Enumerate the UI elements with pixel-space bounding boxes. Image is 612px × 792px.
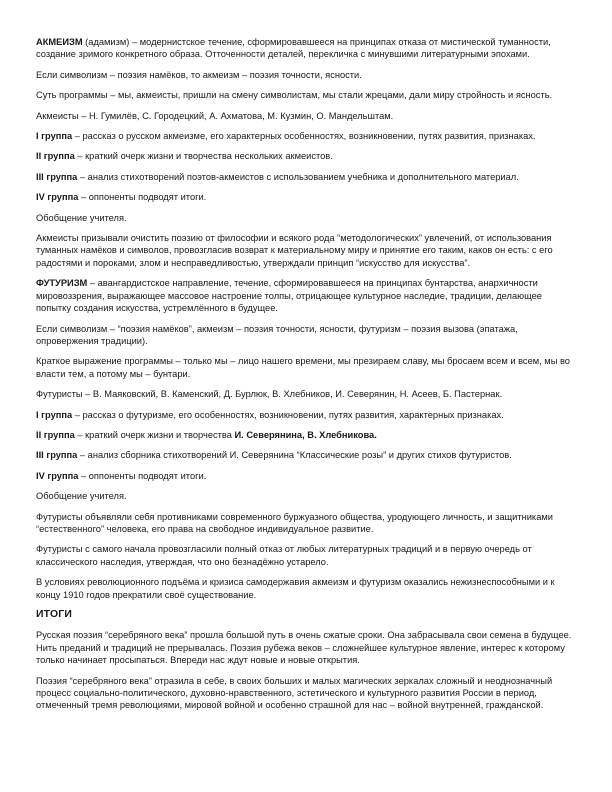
paragraph-acmeism-group-4 <box>36 191 576 203</box>
paragraph-acmeism-group-2 <box>36 150 576 162</box>
paragraph-acmeism-group-3 <box>36 171 576 183</box>
group-4-label: IV группа <box>36 192 79 203</box>
group-3-label: III группа <box>36 171 78 182</box>
paragraph-acmeism-definition <box>36 36 576 61</box>
group-2-label: II группа <box>36 429 75 440</box>
paragraph-movements-comparison: Если символизм – “поэзия намёков”, акмеизм – поэзия точности, ясности, футуризм – поэзия вызова (эпатажа, опровержения традиции). <box>36 323 518 346</box>
paragraph-futurism-group-3 <box>36 449 576 461</box>
group-1-label: I группа <box>36 409 73 420</box>
paragraph-futurists-list: Футуристы – В. Маяковский, В. Каменский, Д. Бурлюк, В. Хлебников, И. Северянин, Н. Асеев, Б. Пастернак. <box>36 389 503 400</box>
paragraph-futurism-group-2 <box>36 429 576 441</box>
paragraph-movements-end: В условиях революционного подъёма и кризиса самодержавия акмеизм и футуризм оказались нежизнеспособными и к концу 1910 годов прекратили своё существование. <box>36 577 555 600</box>
group-2-label: II группа <box>36 151 75 162</box>
group-4-text: – оппоненты подводят итоги. <box>78 470 207 481</box>
section-heading-results: ИТОГИ <box>36 609 72 620</box>
group-3-label: III группа <box>36 450 78 461</box>
paragraph-acmeists-called: Акмеисты призывали очистить поэзию от философии и всякого рода “методологических” увлечений, от использования туманных намёков и символов, провозгласив возврат к материальному миру и принятие его таким, каков он есть: с его радостями и пороками, злом и несправедливостью, утверждали принцип “искусство для искусства”. <box>36 233 553 268</box>
acmeism-definition-text: (адамизм) – модернистское течение, сформировавшееся на принципах отказа от мистической туманности, создание зримого конкретного образа. Отточенности деталей, перекличка с минувшими литературными эпохами. <box>36 37 551 60</box>
group-1-text: – рассказ о русском акмеизме, его характерных особенностях, возникновении, путях развития, признаках. <box>72 131 536 142</box>
group-4-text: – оппоненты подводят итоги. <box>78 192 207 203</box>
group-2-text: – краткий очерк жизни и творчества <box>74 429 235 440</box>
term-futurism: ФУТУРИЗМ <box>36 278 88 289</box>
document-page <box>36 36 576 718</box>
paragraph-futurists-opponents: Футуристы объявляли себя противниками современного буржуазного общества, уродующего личность, и защитниками “естественного” человека, его права на свободное индивидуальное развитие. <box>36 511 553 534</box>
term-acmeism: АКМЕИЗМ <box>36 37 83 47</box>
paragraph-futurism-program: Краткое выражение программы – только мы – лицо нашего времени, мы презираем славу, мы бросаем всем и всем, мы во власти тем, а потому мы – бунтари. <box>36 356 570 379</box>
group-3-text: – анализ сборника стихотворений И. Северянина “Классические розы” и других стихов футуристов. <box>77 450 512 461</box>
paragraph-futurists-rejection: Футуристы с самого начала провозгласили полный отказ от любых литературных традиций и в первую очередь от классического наследия, утверждая, что оно безнадёжно устарело. <box>36 544 532 567</box>
paragraph-acmeism-group-1 <box>36 130 576 142</box>
group-2-poets: И. Северянина, В. Хлебникова. <box>234 429 377 440</box>
paragraph-futurism-group-1 <box>36 409 576 421</box>
futurism-definition-text: – авангардистское направление, течение, сформировавшееся на принципах бунтарства, анархичности мировоззрения, выражающее массовое настроение толпы, отрицающее культурное наследие, традиции, делающее попытку создания искусства, устремлённого в будущее. <box>36 278 542 314</box>
paragraph-futurism-group-4 <box>36 470 576 482</box>
paragraph-teacher-summary-1: Обобщение учителя. <box>36 212 127 223</box>
paragraph-symbolism-vs-acmeism: Если символизм – поэзия намёков, то акмеизм – поэзия точности, ясности. <box>36 69 362 80</box>
paragraph-results-2: Поэзия “серебряного века” отразила в себе, в своих больших и малых магических зеркалах сложный и неоднозначный процесс социально-политического, духовно-нравственного, эстетического и культурного развития России в период, отмеченный тремя революциями, мировой войной и особенно страшной для нас – войной внутренней, гражданской. <box>36 675 553 711</box>
group-2-text: – краткий очерк жизни и творчества нескольких акмеистов. <box>74 151 333 162</box>
group-1-label: I группа <box>36 131 73 142</box>
paragraph-acmeism-program: Суть программы – мы, акмеисты, пришли на смену символистам, мы стали жрецами, дали миру стройность и ясность. <box>36 90 553 101</box>
paragraph-futurism-definition <box>36 277 576 314</box>
paragraph-results-1: Русская поэзия “серебряного века” прошла большой путь в очень сжатые сроки. Она забрасывала свои семена в будущее. Нить преданий и традиций не прерывалась. Поэзия рубежа веков – сложнейшее культурное явление, интерес к которому только начинает просыпаться. Впереди нас ждут новые и новые открытия. <box>36 630 572 666</box>
group-1-text: – рассказ о футуризме, его особенностях, возникновении, путях развития, характерных признаках. <box>72 409 504 420</box>
group-3-text: – анализ стихотворений поэтов-акмеистов с использованием учебника и дополнительного материал. <box>77 171 519 182</box>
group-4-label: IV группа <box>36 470 79 481</box>
paragraph-teacher-summary-2: Обобщение учителя. <box>36 491 127 502</box>
paragraph-acmeists-list: Акмеисты – Н. Гумилёв, С. Городецкий, А. Ахматова, М. Кузмин, О. Мандельштам. <box>36 110 394 121</box>
